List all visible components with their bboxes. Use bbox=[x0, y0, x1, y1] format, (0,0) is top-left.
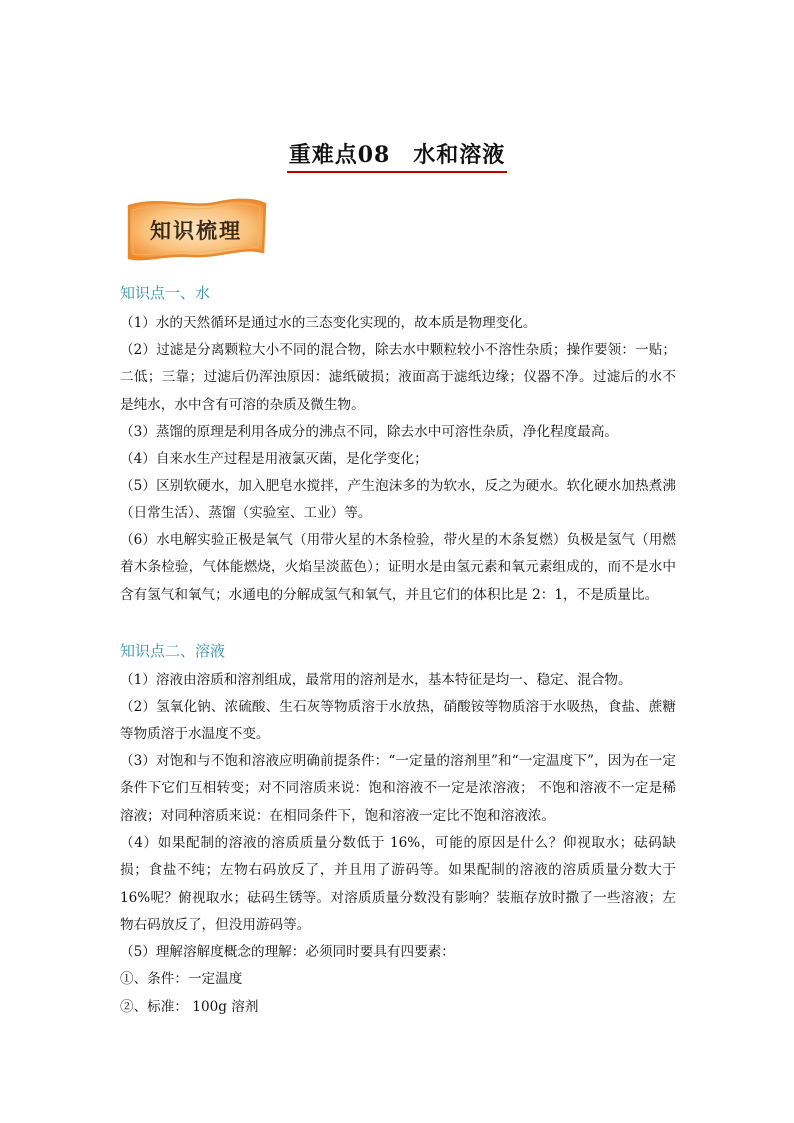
paragraph: （6）水电解实验正极是氧气（用带火星的木条检验，带火星的木条复燃）负极是氢气（用燃着木条检验，气体能燃烧，火焰呈淡蓝色）；证明水是由氢元素和氧元素组成的，而不是水中含有氢气和氧气；水通电的分解成氢气和氧气，并且它们的体积比是 2：1，不是质量比。 bbox=[120, 532, 676, 603]
list-item: ①、条件：一定温度 bbox=[120, 971, 243, 987]
page-title-text: 重难点08 水和溶液 bbox=[287, 138, 508, 173]
paragraph: （4）自来水生产过程是用液氯灭菌，是化学变化； bbox=[120, 451, 428, 467]
paragraph: （2）过滤是分离颗粒大小不同的混合物，除去水中颗粒较小不溶性杂质；操作要领：一贴；二低；三靠；过滤后仍浑浊原因：滤纸破损；液面高于滤纸边缘；仪器不净。过滤后的水不是纯水，水中含有可溶的杂质及微生物。 bbox=[120, 342, 676, 413]
section-heading-water: 知识点一、水 bbox=[120, 284, 211, 302]
section-badge bbox=[121, 192, 271, 268]
paragraph: （1）溶液由溶质和溶剂组成，最常用的溶剂是水，基本特征是均一、稳定、混合物。 bbox=[120, 672, 632, 688]
scroll-banner-icon bbox=[121, 192, 271, 268]
paragraph: （1）水的天然循环是通过水的三态变化实现的，故本质是物理变化。 bbox=[120, 315, 537, 331]
badge-label: 知识梳理 bbox=[150, 219, 242, 243]
paragraph: （5）理解溶解度概念的理解：必须同时要具有四要素： bbox=[120, 944, 455, 960]
paragraph: （3）对饱和与不饱和溶液应明确前提条件：“一定量的溶剂里”和“一定温度下”，因为在一定条件下它们互相转变；对不同溶质来说：饱和溶液不一定是浓溶液； 不饱和溶液不一定是稀溶液；对同种溶质来说：在相同条件下，饱和溶液一定比不饱和溶液浓。 bbox=[120, 753, 676, 824]
paragraph: （3）蒸馏的原理是利用各成分的沸点不同，除去水中可溶性杂质，净化程度最高。 bbox=[120, 424, 619, 440]
paragraph: （4）如果配制的溶液的溶质质量分数低于 16%，可能的原因是什么？仰视取水；砝码缺损；食盐不纯；左物右码放反了，并且用了游码等。如果配制的溶液的溶质质量分数大于 16%呢？俯视取水；砝码生锈等。对溶质质量分数没有影响？装瓶存放时撒了一些溶液；左物右码放反了，但没用游码等。 bbox=[120, 835, 676, 934]
list-item: ②、标准： 100g 溶剂 bbox=[120, 999, 259, 1015]
section-heading-solution: 知识点二、溶液 bbox=[120, 642, 226, 660]
paragraph: （2）氢氧化钠、浓硫酸、生石灰等物质溶于水放热，硝酸铵等物质溶于水吸热，食盐、蔗糖等物质溶于水温度不变。 bbox=[120, 699, 676, 743]
paragraph: （5）区别软硬水，加入肥皂水搅拌，产生泡沫多的为软水，反之为硬水。软化硬水加热煮沸（日常生活）、蒸馏（实验室、工业）等。 bbox=[120, 478, 676, 522]
page-title bbox=[0, 138, 794, 173]
